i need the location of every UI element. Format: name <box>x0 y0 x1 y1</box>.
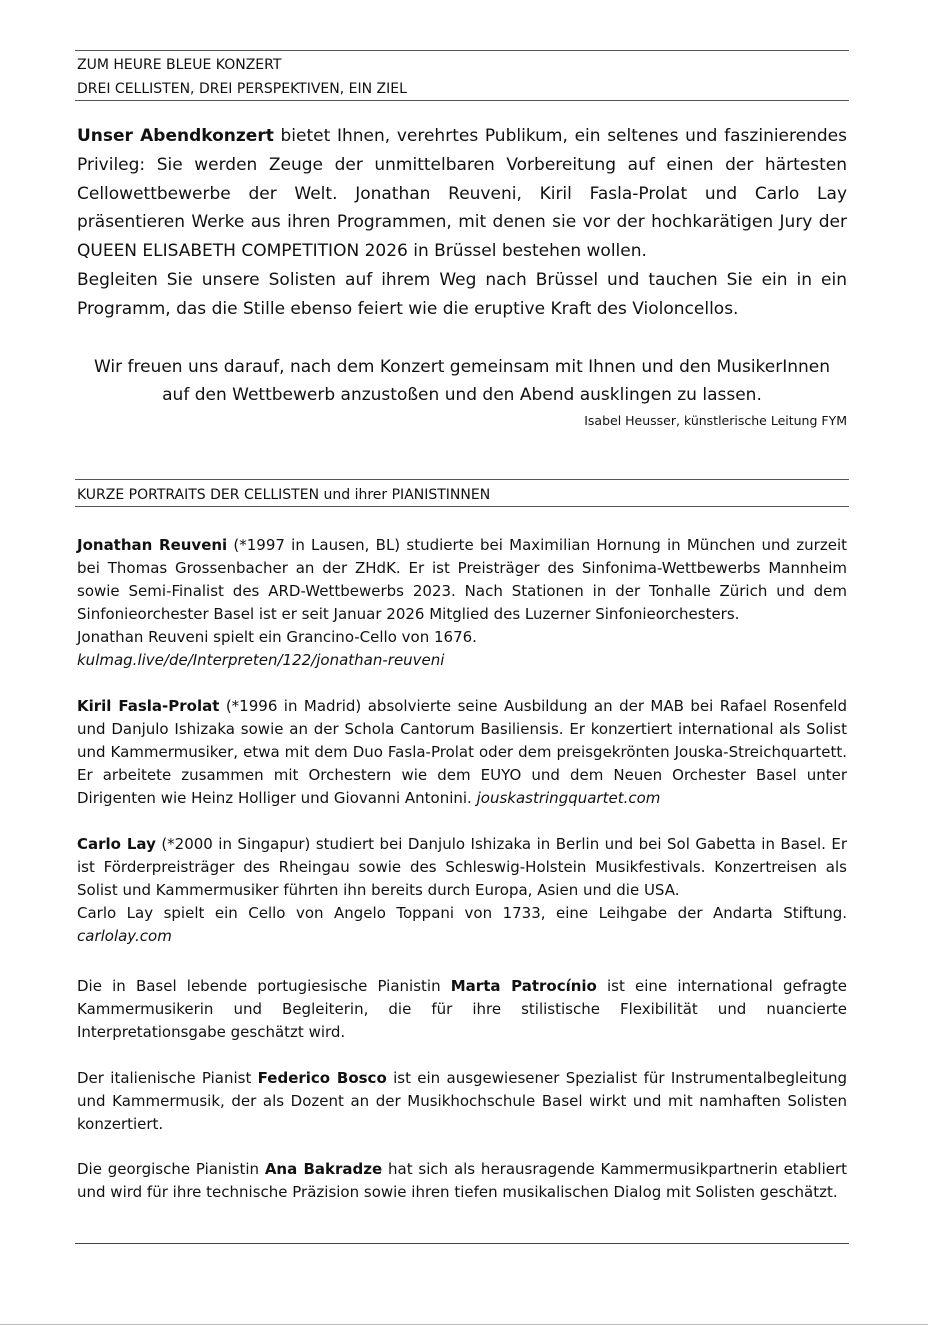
intro-paragraph-2: Begleiten Sie unsere Solisten auf ihrem Weg nach Brüssel und tauchen Sie ein in ein Programm, das die Stille ebenso feiert wie die eruptive Kraft des Violoncellos. <box>77 270 847 319</box>
bio-fasla-name: Kiril Fasla-Prolat <box>77 697 220 715</box>
bio-patrocinio <box>77 975 847 1044</box>
bio-fasla-text: (*1996 in Madrid) absolvierte seine Ausbildung an der MAB bei Rafael Rosenfeld und Danjulo Ishizaka sowie an der Schola Cantorum Basiliensis. Er konzertiert international als Solist und Kammermusiker, etwa mit dem Duo Fasla-Prolat oder dem preisgekrönten Jouska-Streichquartett. Er arbeitete zusammen mit Orchestern wie dem EUYO und dem Neuen Orchester Basel unter Dirigenten wie Heinz Holliger und Giovanni Antonini. <box>77 697 847 807</box>
intro-paragraph-1 <box>77 122 847 266</box>
bio-reuveni-text: (*1997 in Lausen, BL) studierte bei Maximilian Hornung in München und zurzeit bei Thomas Grossenbacher an der ZHdK. Er ist Preisträger des Sinfonima-Wettbewerbs Mannheim sowie Semi-Finalist des ARD-Wettbewerbs 2023. Nach Stationen in der Tonhalle Zürich und dem Sinfonieorchester Basel ist er seit Januar 2026 Mitglied des Luzerner Sinfonieorchesters. <box>77 536 847 623</box>
bio-bakradze-text: hat sich als herausragende Kammermusikpartnerin etabliert und wird für ihre technische Präzision sowie ihren tiefen musikalischen Dialog mit Solisten geschätzt. <box>77 1160 848 1201</box>
intro-lead: Unser Abendkonzert <box>77 126 274 146</box>
header-top-rule <box>75 50 849 51</box>
bio-fasla-link[interactable]: jouskastringquartet.com <box>476 789 661 807</box>
bio-bosco-pre: Der italienische Pianist <box>77 1069 258 1087</box>
bio-lay-link[interactable]: carlolay.com <box>77 927 172 945</box>
bio-lay-text: (*2000 in Singapur) studiert bei Danjulo Ishizaka in Berlin und bei Sol Gabetta in Basel. Er ist Förderpreisträger des Rheingau sowie des Schleswig-Holstein Musikfestivals. Konzertreisen als Solist und Kammermusiker führten ihn bereits durch Europa, Asien und die USA. <box>77 835 847 899</box>
bio-patrocinio-name: Marta Patrocínio <box>450 977 597 995</box>
portraits-top-rule <box>75 479 849 480</box>
page-bottom-edge <box>0 1324 928 1325</box>
header-line-1: ZUM HEURE BLEUE KONZERT <box>77 57 282 73</box>
bio-bakradze-name: Ana Bakradze <box>264 1160 383 1178</box>
bio-lay <box>77 833 847 948</box>
intro-text-1: bietet Ihnen, verehrtes Publikum, ein seltenes und faszinierendes Privileg: Sie werden Zeuge der unmittelbaren Vorbereitung auf einen der härtesten Cellowettbewerbe der Welt. Jonathan Reuveni, Kiril Fasla-Prolat und Carlo Lay präsentieren Werke aus ihren Programmen, mit denen sie vor der hochkarätigen Jury der QUEEN ELISABETH COMPETITION 2026 in Brüssel bestehen wollen. <box>77 126 847 262</box>
portraits-bottom-rule <box>75 506 849 507</box>
bio-bosco <box>77 1067 847 1136</box>
bio-fasla-prolat <box>77 695 847 810</box>
bio-bosco-name: Federico Bosco <box>257 1069 387 1087</box>
bio-reuveni-link[interactable]: kulmag.live/de/Interpreten/122/jonathan-reuveni <box>77 651 445 669</box>
bio-lay-instrument: Carlo Lay spielt ein Cello von Angelo Toppani von 1733, eine Leihgabe der Andarta Stiftung. <box>77 904 847 922</box>
footer-rule <box>75 1243 849 1244</box>
bio-reuveni-name: Jonathan Reuveni <box>77 536 228 554</box>
header-bottom-rule <box>75 100 849 101</box>
bio-bosco-text: ist ein ausgewiesener Spezialist für Instrumentalbegleitung und Kammermusik, der als Dozent an der Musikhochschule Basel wirkt und mit namhaften Solisten konzertiert. <box>77 1069 847 1133</box>
bio-reuveni-instrument: Jonathan Reuveni spielt ein Grancino-Cello von 1676. <box>77 628 477 646</box>
bio-patrocinio-pre: Die in Basel lebende portugiesische Pianistin <box>77 977 451 995</box>
quote-line-2: auf den Wettbewerb anzustoßen und den Abend ausklingen zu lassen. <box>162 385 762 405</box>
bio-lay-name: Carlo Lay <box>77 835 156 853</box>
quote-signature: Isabel Heusser, künstlerische Leitung FYM <box>584 413 847 428</box>
bio-bakradze-pre: Die georgische Pianistin <box>77 1160 265 1178</box>
bio-bakradze <box>77 1158 847 1204</box>
portraits-title: KURZE PORTRAITS DER CELLISTEN und ihrer PIANISTINNEN <box>77 487 491 503</box>
bio-reuveni <box>77 534 847 672</box>
quote-line-1: Wir freuen uns darauf, nach dem Konzert gemeinsam mit Ihnen und den MusikerInnen <box>93 357 831 377</box>
bio-patrocinio-text: ist eine international gefragte Kammermusikerin und Begleiterin, die für ihre stilistische Flexibilität und nuancierte Interpretationsgabe geschätzt wird. <box>77 977 847 1041</box>
header-line-2: DREI CELLISTEN, DREI PERSPEKTIVEN, EIN ZIEL <box>77 81 407 97</box>
